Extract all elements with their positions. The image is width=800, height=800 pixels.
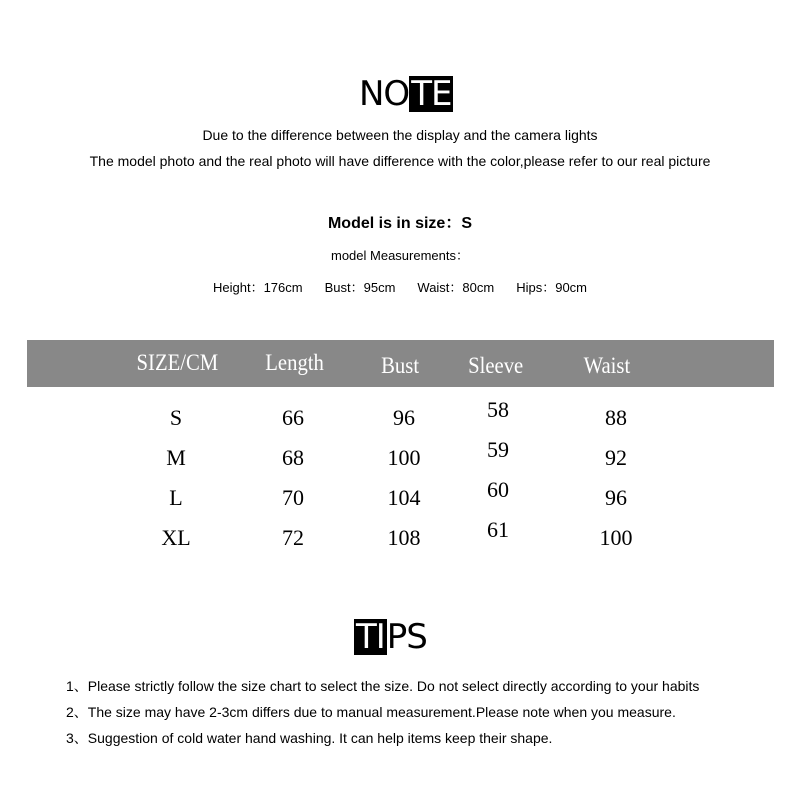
cell-length: 66 <box>282 405 304 430</box>
cell-sleeve: 59 <box>487 437 509 462</box>
cell-bust: 104 <box>387 485 421 510</box>
note-title-inverted: TE <box>411 74 452 114</box>
note-title <box>359 74 453 114</box>
cell-waist: 100 <box>599 525 633 550</box>
model-measurements-title: model Measurements： <box>331 248 469 263</box>
cell-length: 72 <box>282 525 304 550</box>
cell-sleeve: 61 <box>487 517 509 542</box>
tip-1: 1、Please strictly follow the size chart to select the size. Do not select directly according to your habits <box>66 678 700 694</box>
cell-bust: 108 <box>387 525 421 550</box>
cell-bust: 96 <box>393 405 415 430</box>
header-waist: Waist <box>583 353 631 378</box>
tip-2: 2、The size may have 2-3cm differs due to manual measurement.Please note when you measure. <box>66 704 676 720</box>
cell-size: L <box>169 485 183 510</box>
note-line-2: The model photo and the real photo will have difference with the color,please refer to our real picture <box>89 153 711 169</box>
cell-waist: 92 <box>605 445 627 470</box>
cell-waist: 96 <box>605 485 627 510</box>
tip-3: 3、Suggestion of cold water hand washing. It can help items keep their shape. <box>66 730 553 746</box>
model-waist: Waist：80cm <box>417 280 495 295</box>
model-bust: Bust：95cm <box>324 280 396 295</box>
cell-length: 70 <box>282 485 304 510</box>
header-size: SIZE/CM <box>136 350 219 375</box>
tips-title-inverted: TI <box>356 617 385 657</box>
tips-title <box>354 617 427 657</box>
cell-sleeve: 60 <box>487 477 509 502</box>
note-line-1: Due to the difference between the display and the camera lights <box>202 127 598 143</box>
header-length: Length <box>265 350 324 375</box>
model-measurements <box>0 277 800 296</box>
note-title-plain: NO <box>359 74 410 114</box>
cell-size: S <box>169 405 183 430</box>
cell-sleeve: 58 <box>487 397 509 422</box>
tips-title-plain: PS <box>386 617 427 657</box>
header-bust: Bust <box>381 353 420 378</box>
model-size: Model is in size：S <box>327 215 473 232</box>
cell-size: XL <box>161 525 191 550</box>
cell-length: 68 <box>282 445 304 470</box>
cell-waist: 88 <box>605 405 627 430</box>
cell-bust: 100 <box>387 445 421 470</box>
model-height: Height：176cm <box>212 280 303 295</box>
header-sleeve: Sleeve <box>468 353 524 378</box>
model-hips: Hips：90cm <box>516 280 588 295</box>
cell-size: M <box>166 445 186 470</box>
